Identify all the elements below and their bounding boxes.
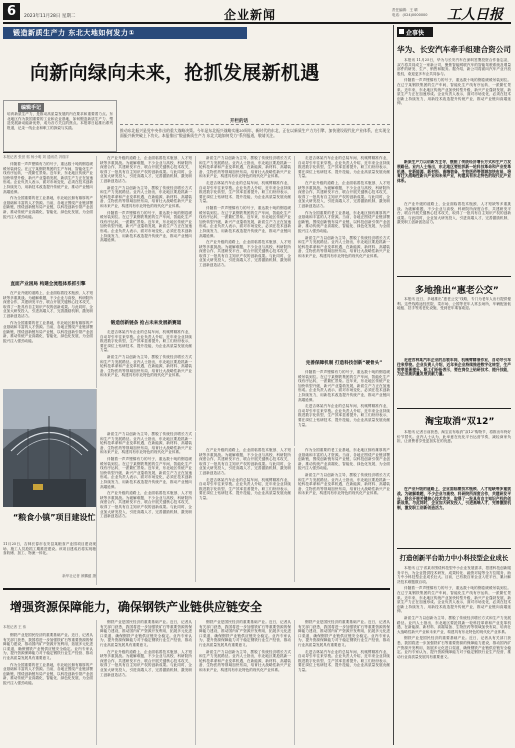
paragraph: 走进吉林某汽车企业的总装车间，机械臂精准作业，自动导引车往来穿梭。企业负责人介绍，近年来企业持续推进数字化转型，生产效率显著提升。职工们纷纷表示，要在岗位上钻研技术、提升技能，为企业高质量发展贡献力量。 [298,649,390,672]
body-mid-lower-2 [199,448,291,582]
sidebar-article-1 [397,58,511,158]
body-col3 [199,156,291,446]
paragraph: 伴随着一声声铿锵有力的号子，重达数十吨的钢卷缓缓吊装到位。在辽宁某钢铁集团的生产车间，智能化生产线有序运转，一派繁忙景象。近年来，东北地区传统产业加快转型升级，新兴产业蓬勃发展，新质生产力正在加速形成。企业负责人表示，面对市场变化，必须在技术创新上持续发力，用新技术改造提升传统产业，推动产业链向高端延伸。 [100,210,192,243]
paragraph: 在产业升级的道路上，企业面临着技术瓶颈、人才短缺等多重挑战。为破解难题，不少企业与高校、科研院所深度合作，共建研发平台，联合开展关键核心技术攻关，取得了一批具有自主知识产权的创新成果。与此同时，企业加大研发投入，引进高端人才，完善激励机制，激发职工创新创造活力。 [100,156,192,183]
paragraph: 走进吉林某汽车企业的总装车间，机械臂精准作业，自动导引车往来穿梭。企业负责人介绍，近年来企业持续推进数字化转型，生产效率显著提升。职工们纷纷表示，要在岗位上钻研技术、提升技能，为企业高质量发展贡献力量。 [199,180,291,204]
paragraph: 走进吉林某汽车企业的总装车间，机械臂精准作业，自动导引车往来穿梭。企业负责人介绍，近年来企业持续推进数字化转型，生产效率显著提升。职工们纷纷表示，要在岗位上钻研技术、提升技能，为企业高质量发展贡献力量。 [298,404,390,427]
editor-note-box [3,100,117,152]
paragraph: 走进吉林某汽车企业的总装车间，机械臂精准作业，自动导引车往来穿梭。企业负责人介绍，近年来企业持续推进数字化转型，生产效率显著提升。职工们纷纷表示，要在岗位上钻研技术、提升技能，为企业高质量发展贡献力量。 [100,330,192,353]
sidebar-article-4 [397,566,511,745]
paragraph: 伴随着一声声铿锵有力的号子，重达数十吨的钢卷缓缓吊装到位。在辽宁某钢铁集团的生产车间，智能化生产线有序运转，一派繁忙景象。近年来，东北地区传统产业加快转型升级，新兴产业蓬勃发展，新质生产力正在加速形成。企业负责人表示，面对市场变化，必须在技术创新上持续发力，用新技术改造提升传统产业，推动产业链向高端延伸。 [199,205,291,238]
sidebar-article-3 [397,430,511,485]
bottom-col4 [298,620,390,745]
editor-note-text: 培育新质生产力，是推动高质量发展的内在要求和重要着力点。东北地区作为我国重要的工业和农业基地，如何锻造新质生产力、塑造发展新动能新优势，成为各方关注的焦点。本报即日起推出系列报道，记录一线企业和职工的探索与实践。 [7,112,113,130]
construction-photo-illustration [3,389,96,507]
paragraph: 在产业升级的道路上，企业面临着技术瓶颈、人才短缺等多重挑战。为破解难题，不少企业与高校、科研院所深度合作，共建研发平台，联合开展关键核心技术攻关，取得了一批具有自主知识产权的创新成果。与此同时，企业加大研发投入，引进高端人才，完善激励机制，激发职工创新创造活力。 [397,202,511,225]
paragraph: 走进吉林某汽车企业的总装车间，机械臂精准作业，自动导引车往来穿梭。企业负责人介绍，近年来企业持续推进数字化转型，生产效率显著提升。职工们纷纷表示，要在岗位上钻研技术、提升技能，为企业高质量发展贡献力量。 [298,156,390,179]
photo-credit: 新华社记者 颜麟蕴 摄 [62,574,96,578]
intro-text: 推动东北振兴是党中央作出的重大战略决策。今年是东北振兴战略实施20周年，新时代的东北，正在以新质生产力为引擎，加快建设现代化产业体系，在实现全面振兴新突破上下功夫。本报推出“锻造新质生产力 东北大地如何发力”系列报道，敬请关注。 [120,128,390,138]
paragraph: 新质生产力以创新为主导，摆脱了传统经济增长方式和生产力发展路径。业内人士指出，东北地区要抢抓新一轮科技革命和产业变革机遇，在新能源、新材料、高端装备、生物医药等领域加快布局，培育壮大战略性新兴产业和未来产业，构建具有东北特色的现代化产业体系。 [298,472,390,496]
paragraph: 在产业升级的道路上，企业面临着技术瓶颈、人才短缺等多重挑战。为破解难题，不少企业与高校、科研院所深度合作，共建研发平台，联合开展关键核心技术攻关，取得了一批具有自主知识产权的创新成果。与此同时，企业加大研发投入，引进高端人才，完善激励机制，激发职工创新创造活力。 [199,240,291,268]
paragraph: 作为全国重要的老工业基地，东北地区拥有雄厚的产业基础和丰富的人才资源。当前，各地正围绕产业链部署创新链，围绕创新链布局产业链，以科技创新引领产业创新，推动传统产业高端化、智能化、绿色化发展，为全面振兴注入强劲动能。 [3,320,93,343]
paragraph: 钢铁产业是国民经济的重要基础产业。近日，记者从有关部门获悉，我国将进一步加强铁矿石等重要资源的保障能力建设，推动国内矿产资源开发利用，拓展多元化进口渠道，确保钢铁产业链供应链安全稳定。业内专家认为，提升资源保障能力对于稳定钢铁行业生产经营、推动行业高质量发展具有重要意义。 [397,636,511,659]
body-col4-cont [298,370,390,446]
sidebar-article-2 [397,297,511,357]
paragraph: 走进吉林某汽车企业的总装车间，机械臂精准作业，自动导引车往来穿梭。企业负责人介绍，近年来企业持续推进数字化转型，生产效率显著提升。职工们纷纷表示，要在岗位上钻研技术、提升技能，为企业高质量发展贡献力量。 [199,477,291,500]
sidebar-tag-icon [399,29,404,34]
paragraph: 在产业升级的道路上，企业面临着技术瓶颈、人才短缺等多重挑战。为破解难题，不少企业与高校、科研院所深度合作，共建研发平台，联合开展关键核心技术攻关，取得了一批具有自主知识产权的创新成果。与此同时，企业加大研发投入，引进高端人才，完善激励机制，激发职工创新创造活力。 [3,291,93,318]
paragraph: 作为全国重要的老工业基地，东北地区拥有雄厚的产业基础和丰富的人才资源。当前，各地正围绕产业链部署创新链，围绕创新链布局产业链，以科技创新引领产业创新，推动传统产业高端化、智能化、绿色化发展，为全面振兴注入强劲动能。 [298,210,390,233]
section-label: 开栏的话 [230,119,248,124]
paragraph: 新质生产力以创新为主导，摆脱了传统经济增长方式和生产力发展路径。业内人士指出，东北地区要抢抓新一轮科技革命和产业变革机遇，在新能源、新材料、高端装备、生物医药等领域加快布局，培育壮大战略性新兴产业和未来产业，构建具有东北特色的现代化产业体系。 [199,156,291,179]
photo-caption-box [3,510,96,582]
bottom-col2 [100,620,192,745]
paragraph: 新质生产力以创新为主导，摆脱了传统经济增长方式和生产力发展路径。业内人士指出，东北地区要抢抓新一轮科技革命和产业变革机遇，在新能源、新材料、高端装备、生物医药等领域加快布局，培育壮大战略性新兴产业和未来产业，构建具有东北特色的现代化产业体系。 [100,354,192,378]
paragraph: 新质生产力以创新为主导，摆脱了传统经济增长方式和生产力发展路径。业内人士指出，东北地区要抢抓新一轮科技革命和产业变革机遇，在新能源、新材料、高端装备、生物医药等领域加快布局，培育壮大战略性新兴产业和未来产业，构建具有东北特色的现代化产业体系。 [199,649,291,672]
paragraph: 走进吉林某汽车企业的总装车间，机械臂精准作业，自动导引车往来穿梭。企业负责人介绍，近年来企业持续推进数字化转型，生产效率显著提升。职工们纷纷表示，要在岗位上钻研技术、提升技能，为企业高质量发展贡献力量。 [397,358,511,377]
sidebar-article-2-cont [397,358,511,404]
sidebar-tag [397,27,433,37]
paragraph: 本报讯 辽宁省某市围绕科技型中小企业发展需求，搭建科技创新服务平台，为企业提供技术研发、成果转化、融资对接等全方位服务，助力中小科技型企业成长壮大。目前，已有数百家企业入驻平台，累计解决技术难题数百项。 [397,566,511,584]
paragraph: 作为全国重要的老工业基地，东北地区拥有雄厚的产业基础和丰富的人才资源。当前，各地正围绕产业链部署创新链，围绕创新链布局产业链，以科技创新引领产业创新，推动传统产业高端化、智能化、绿色化发展，为全面振兴注入强劲动能。 [3,196,93,219]
paragraph: 本报讯 近日，多地推出“惠老公交”线路，专门为老年人出行提供便利。这些线路途经医院、菜市场、公园等老年人常去场所，车辆配备低地板、扶手等适老化设施，受到老年乘客欢迎。 [397,297,511,311]
paragraph: 钢铁产业是国民经济的重要基础产业。近日，记者从有关部门获悉，我国将进一步加强铁矿石等重要资源的保障能力建设，推动国内矿产资源开发利用，拓展多元化进口渠道，确保钢铁产业链供应链安全稳定。业内专家认为，提升资源保障能力对于稳定钢铁行业生产经营、推动行业高质量发展具有重要意义。 [199,620,291,647]
paragraph: 本报讯 11月25日，华为与长安汽车在深圳签署投资合作备忘录，双方将共同成立一家新公司，聚焦智能网联汽车的智能驾驶系统及增量部件的研发、生产、销售和服务。据介绍，新公司将面向汽车产业开放股权，欢迎更多车企共同参与。 [397,58,511,76]
subhead-1: 直面产业困局 构建全流程体系抓引擎 [10,282,86,287]
paragraph: 钢铁产业是国民经济的重要基础产业。近日，记者从有关部门获悉，我国将进一步加强铁矿石等重要资源的保障能力建设，推动国内矿产资源开发利用，拓展多元化进口渠道，确保钢铁产业链供应链安全稳定。业内专家认为，提升资源保障能力对于稳定钢铁行业生产经营、推动行业高质量发展具有重要意义。 [100,620,192,647]
bottom-col3 [199,620,291,745]
body-col1-cont [3,291,93,385]
editor-info: 责任编辑：王 晴 电话：(024)0000000 [392,8,428,17]
body-mid-lower [100,432,192,582]
subhead-3: 完善保障机制 打造科技创新“硬骨头” [305,361,383,366]
section-name: 企业新闻 [224,8,277,22]
page-number: 6 [3,3,20,20]
sidebar-article-3-title: 淘宝取消“双12” [425,417,495,427]
main-headline: 向新向绿向未来，抢抓发展新机遇 [30,62,320,84]
sidebar-article-1-more [397,202,511,272]
bottom-headline: 增强资源保障能力，确保钢铁产业链供应链安全 [10,600,263,614]
body-col2-cont [100,330,192,430]
paragraph: 伴随着一声声铿锵有力的号子，重达数十吨的钢卷缓缓吊装到位。在辽宁某钢铁集团的生产车间，智能化生产线有序运转，一派繁忙景象。近年来，东北地区传统产业加快转型升级，新兴产业蓬勃发展，新质生产力正在加速形成。企业负责人表示，面对市场变化，必须在技术创新上持续发力，用新技术改造提升传统产业，推动产业链向高端延伸。 [298,370,390,402]
paragraph: 伴随着一声声铿锵有力的号子，重达数十吨的钢卷缓缓吊装到位。在辽宁某钢铁集团的生产车间，智能化生产线有序运转，一派繁忙景象。近年来，东北地区传统产业加快转型升级，新兴产业蓬勃发展，新质生产力正在加速形成。企业负责人表示，面对市场变化，必须在技术创新上持续发力，用新技术改造提升传统产业，推动产业链向高端延伸。 [100,456,192,489]
paragraph: 钢铁产业是国民经济的重要基础产业。近日，记者从有关部门获悉，我国将进一步加强铁矿石等重要资源的保障能力建设，推动国内矿产资源开发利用，拓展多元化进口渠道，确保钢铁产业链供应链安全稳定。业内专家认为，提升资源保障能力对于稳定钢铁行业生产经营、推动行业高质量发展具有重要意义。 [3,633,93,660]
photo-caption: “粮食小镇”项目建设忙 [13,513,96,522]
sidebar-article-3-cont [397,487,511,545]
paragraph: 新质生产力以创新为主导，摆脱了传统经济增长方式和生产力发展路径。业内人士指出，东北地区要抢抓新一轮科技革命和产业变革机遇，在新能源、新材料、高端装备、生物医药等领域加快布局，培育壮大战略性新兴产业和未来产业，构建具有东北特色的现代化产业体系。 [397,615,511,634]
paragraph: 新质生产力以创新为主导，摆脱了传统经济增长方式和生产力发展路径。业内人士指出，东北地区要抢抓新一轮科技革命和产业变革机遇，在新能源、新材料、高端装备、生物医药等领域加快布局，培育壮大战略性新兴产业和未来产业，构建具有东北特色的现代化产业体系。 [298,235,390,258]
paragraph: 新质生产力以创新为主导，摆脱了传统经济增长方式和生产力发展路径。业内人士指出，东北地区要抢抓新一轮科技革命和产业变革机遇，在新能源、新材料、高端装备、生物医药等领域加快布局，培育壮大战略性新兴产业和未来产业，构建具有东北特色的现代化产业体系。 [100,432,192,455]
byline-1: 本报记者 张世 郭 杨小明 刘 通讯员 冯瑞宇 [3,155,70,159]
body-col4 [298,156,390,356]
paragraph: 作为全国重要的老工业基地，东北地区拥有雄厚的产业基础和丰富的人才资源。当前，各地正围绕产业链部署创新链，围绕创新链布局产业链，以科技创新引领产业创新，推动传统产业高端化、智能化、绿色化发展，为全面振兴注入强劲动能。 [298,448,390,471]
sidebar-article-4-title: 打造创新平台助力中小科技型企业成长 [399,554,509,562]
paragraph: 伴随着一声声铿锵有力的号子，重达数十吨的钢卷缓缓吊装到位。在辽宁某钢铁集团的生产车间，智能化生产线有序运转，一派繁忙景象。近年来，东北地区传统产业加快转型升级，新兴产业蓬勃发展，新质生产力正在加速形成。企业负责人表示，面对市场变化，必须在技术创新上持续发力，用新技术改造提升传统产业，推动产业链向高端延伸。 [397,586,511,614]
paragraph: 伴随着一声声铿锵有力的号子，重达数十吨的钢卷缓缓吊装到位。在辽宁某钢铁集团的生产车间，智能化生产线有序运转，一派繁忙景象。近年来，东北地区传统产业加快转型升级，新兴产业蓬勃发展，新质生产力正在加速形成。企业负责人表示，面对市场变化，必须在技术创新上持续发力，用新技术改造提升传统产业，推动产业链向高端延伸。 [397,78,511,106]
column-tag-text: 锻造新质生产力 东北大地如何发力① [13,29,135,37]
paragraph: 新质生产力以创新为主导，摆脱了传统经济增长方式和生产力发展路径。业内人士指出，东北地区要抢抓新一轮科技革命和产业变革机遇，在新能源、新材料、高端装备、生物医药等领域加快布局，培育壮大战略性新兴产业和未来产业，构建具有东北特色的现代化产业体系。 [100,185,192,208]
sidebar-tag-text: 企事快 [406,30,425,37]
paragraph: 在产业升级的道路上，企业面临着技术瓶颈、人才短缺等多重挑战。为破解难题，不少企业与高校、科研院所深度合作，共建研发平台，联合开展关键核心技术攻关，取得了一批具有自主知识产权的创新成果。与此同时，企业加大研发投入，引进高端人才，完善激励机制，激发职工创新创造活力。 [298,180,390,208]
body-col2 [100,156,192,306]
paragraph: 本报讯 记者日前获悉，淘宝宣布取消“双12”购物节，将推出年终好价节替代。业内人士认为，此举意在优化平台运营节奏，减轻商家负担，让消费者享受更加实在的优惠。 [397,430,511,444]
body-col1 [3,162,93,277]
issue-date: 2023年11月28日 星期二 [24,14,76,19]
news-photo [3,389,96,507]
byline-2: 本报记者 王 伟 [3,625,27,629]
body-mid-lower-3 [298,448,390,582]
paragraph: 伴随着一声声铿锵有力的号子，重达数十吨的钢卷缓缓吊装到位。在辽宁某钢铁集团的生产车间，智能化生产线有序运转，一派繁忙景象。近年来，东北地区传统产业加快转型升级，新兴产业蓬勃发展，新质生产力正在加速形成。企业负责人表示，面对市场变化，必须在技术创新上持续发力，用新技术改造提升传统产业，推动产业链向高端延伸。 [3,162,93,194]
editor-note-label: 编辑手记 [18,103,44,112]
sidebar-article-1-title: 华为、长安汽车牵手组建合资公司 [397,45,511,54]
bottom-col1 [3,633,93,745]
paragraph: 在产业升级的道路上，企业面临着技术瓶颈、人才短缺等多重挑战。为破解难题，不少企业与高校、科研院所深度合作，共建研发平台，联合开展关键核心技术攻关，取得了一批具有自主知识产权的创新成果。与此同时，企业加大研发投入，引进高端人才，完善激励机制，激发职工创新创造活力。 [199,448,291,475]
paragraph: 新质生产力以创新为主导，摆脱了传统经济增长方式和生产力发展路径。业内人士指出，东北地区要抢抓新一轮科技革命和产业变革机遇，在新能源、新材料、高端装备、生物医药等领域加快布局，培育壮大战略性新兴产业和未来产业，构建具有东北特色的现代化产业体系。 [397,160,511,184]
paper-logo: 工人日报 [447,7,503,23]
paragraph: 作为全国重要的老工业基地，东北地区拥有雄厚的产业基础和丰富的人才资源。当前，各地正围绕产业链部署创新链，围绕创新链布局产业链，以科技创新引领产业创新，推动传统产业高端化、智能化、绿色化发展，为全面振兴注入强劲动能。 [3,662,93,685]
column-tag [3,27,247,39]
subhead-2: 锻造创新链条 抢占未来发展新赛道 [110,321,182,326]
photo-text: 11月25日，吉林长春市农安县某粮食产业园项目建设现场，施工人员抢抓工期推进建设。该项目建成后将实现粮食收储、加工、物流一体化。 [3,542,96,556]
paragraph: 在产业升级的道路上，企业面临着技术瓶颈、人才短缺等多重挑战。为破解难题，不少企业与高校、科研院所深度合作，共建研发平台，联合开展关键核心技术攻关，取得了一批具有自主知识产权的创新成果。与此同时，企业加大研发投入，引进高端人才，完善激励机制，激发职工创新创造活力。 [100,491,192,519]
sidebar-article-1-cont [397,160,511,200]
sidebar-article-2-title: 多地推出“惠老公交” [415,286,499,296]
paragraph: 在产业升级的道路上，企业面临着技术瓶颈、人才短缺等多重挑战。为破解难题，不少企业与高校、科研院所深度合作，共建研发平台，联合开展关键核心技术攻关，取得了一批具有自主知识产权的创新成果。与此同时，企业加大研发投入，引进高端人才，完善激励机制，激发职工创新创造活力。 [100,649,192,677]
paragraph: 在产业升级的道路上，企业面临着技术瓶颈、人才短缺等多重挑战。为破解难题，不少企业与高校、科研院所深度合作，共建研发平台，联合开展关键核心技术攻关，取得了一批具有自主知识产权的创新成果。与此同时，企业加大研发投入，引进高端人才，完善激励机制，激发职工创新创造活力。 [397,487,511,511]
paragraph: 钢铁产业是国民经济的重要基础产业。近日，记者从有关部门获悉，我国将进一步加强铁矿石等重要资源的保障能力建设，推动国内矿产资源开发利用，拓展多元化进口渠道，确保钢铁产业链供应链安全稳定。业内专家认为，提升资源保障能力对于稳定钢铁行业生产经营、推动行业高质量发展具有重要意义。 [298,620,390,647]
